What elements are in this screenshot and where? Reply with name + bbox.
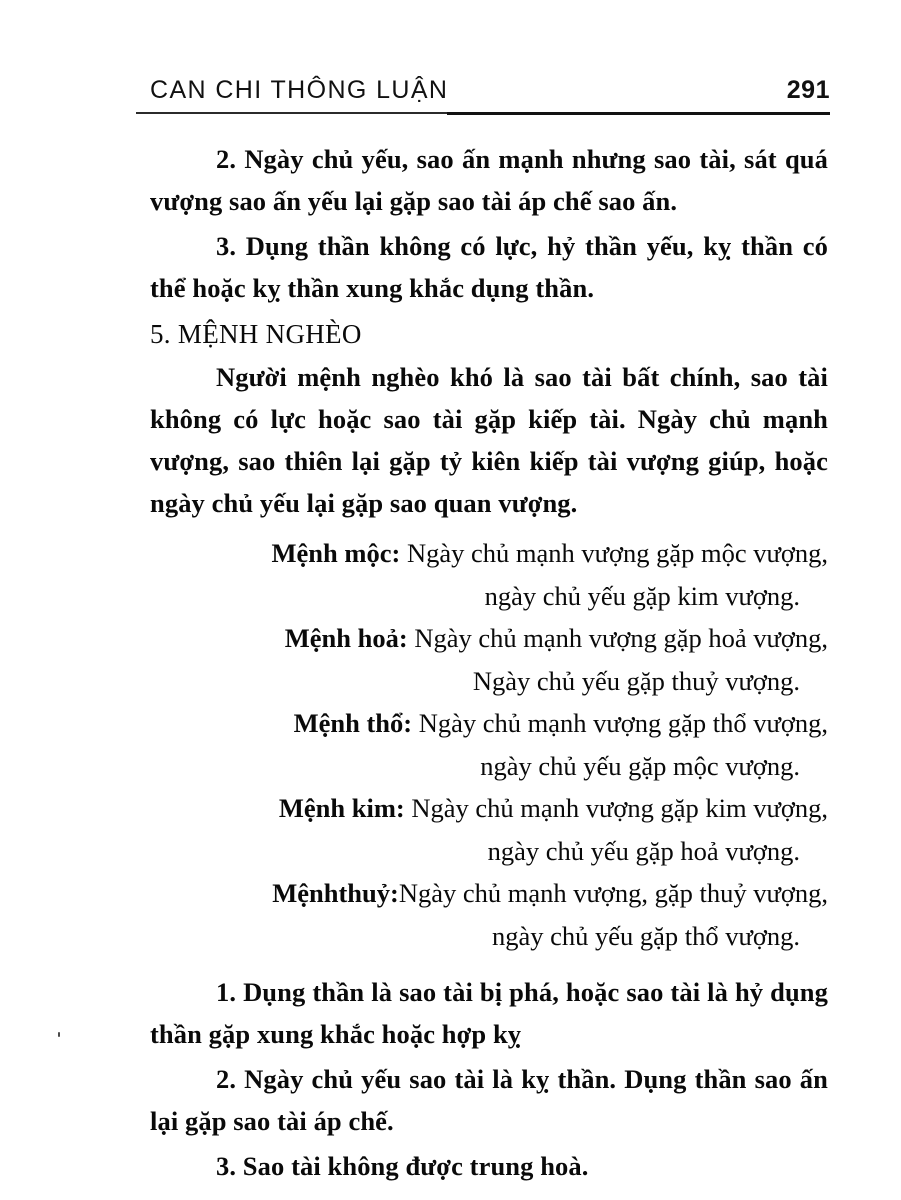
menh-list-item-kim xyxy=(150,787,828,872)
paragraph-item-3-bottom: 3. Sao tài không được trung hoà. xyxy=(216,1151,589,1181)
header-title: CAN CHI THÔNG LUẬN xyxy=(150,76,449,104)
menh-list-item-hoa xyxy=(150,617,828,702)
menh-item-sub-line: ngày chủ yếu gặp hoả vượng. xyxy=(487,835,800,866)
menh-item-label: Mệnh thổ: xyxy=(293,708,413,738)
menh-item-main-text: Ngày chủ mạnh vượng gặp hoả vượng, xyxy=(407,623,828,653)
menh-list-item-tho xyxy=(150,702,828,787)
header-rule-thick-segment xyxy=(447,112,830,115)
menh-item-label: Mệnh kim: xyxy=(278,793,405,823)
menh-item-sub-line: ngày chủ yếu gặp kim vượng. xyxy=(484,580,800,611)
text-body xyxy=(150,138,828,1187)
menh-item-label: Mệnh hoả: xyxy=(284,623,408,653)
menh-item-sub-line: ngày chủ yếu gặp thổ vượng. xyxy=(491,920,800,951)
menh-item-main-text: Ngày chủ mạnh vượng gặp thổ vượng, xyxy=(412,708,828,738)
paragraph-item-1-bottom: 1. Dụng thần là sao tài bị phá, hoặc sao tài là hỷ dụng thần gặp xung khắc hoặc hợp kỵ xyxy=(150,977,828,1049)
menh-item-sub-line: Ngày chủ yếu gặp thuỷ vượng. xyxy=(472,665,800,696)
paragraph-intro: Người mệnh nghèo khó là sao tài bất chính, sao tài không có lực hoặc sao tài gặp kiếp tài. Ngày chủ mạnh vượng, sao thiên lại gặp tỷ kiên kiếp tài vượng giúp, hoặc ngày chủ yếu lại gặp sao quan vượng. xyxy=(150,362,828,518)
menh-item-main-line xyxy=(150,532,828,575)
menh-item-label: Mệnh mộc: xyxy=(271,538,401,568)
menh-list xyxy=(150,532,828,957)
menh-item-main-text: Ngày chủ mạnh vượng gặp kim vượng, xyxy=(404,793,828,823)
menh-item-main-line xyxy=(150,787,828,830)
menh-item-main-text: Ngày chủ mạnh vượng, gặp thuỷ vượng, xyxy=(398,878,828,908)
menh-list-item-thuy xyxy=(150,872,828,957)
menh-item-label: Mệnhthuỷ: xyxy=(272,878,399,908)
menh-item-main-line xyxy=(150,872,828,915)
running-header xyxy=(150,76,830,105)
menh-list-item-moc xyxy=(150,532,828,617)
menh-item-main-line xyxy=(150,702,828,745)
scan-artifact-speck xyxy=(58,1032,60,1037)
page-number: 291 xyxy=(786,76,830,104)
tail-numbered-list xyxy=(150,971,828,1187)
menh-item-main-line xyxy=(150,617,828,660)
menh-item-sub-line: ngày chủ yếu gặp mộc vượng. xyxy=(480,750,800,781)
paragraph-item-3-top: 3. Dụng thần không có lực, hỷ thần yếu, kỵ thần có thể hoặc kỵ thần xung khắc dụng thần. xyxy=(150,231,828,303)
section-heading: 5. MỆNH NGHÈO xyxy=(150,319,362,349)
menh-item-main-text: Ngày chủ mạnh vượng gặp mộc vượng, xyxy=(400,538,828,568)
paragraph-item-2-bottom: 2. Ngày chủ yếu sao tài là kỵ thần. Dụng thần sao ấn lại gặp sao tài áp chế. xyxy=(150,1064,828,1136)
paragraph-item-2-top: 2. Ngày chủ yếu, sao ấn mạnh nhưng sao tài, sát quá vượng sao ấn yếu lại gặp sao tài áp chế sao ấn. xyxy=(150,144,828,216)
